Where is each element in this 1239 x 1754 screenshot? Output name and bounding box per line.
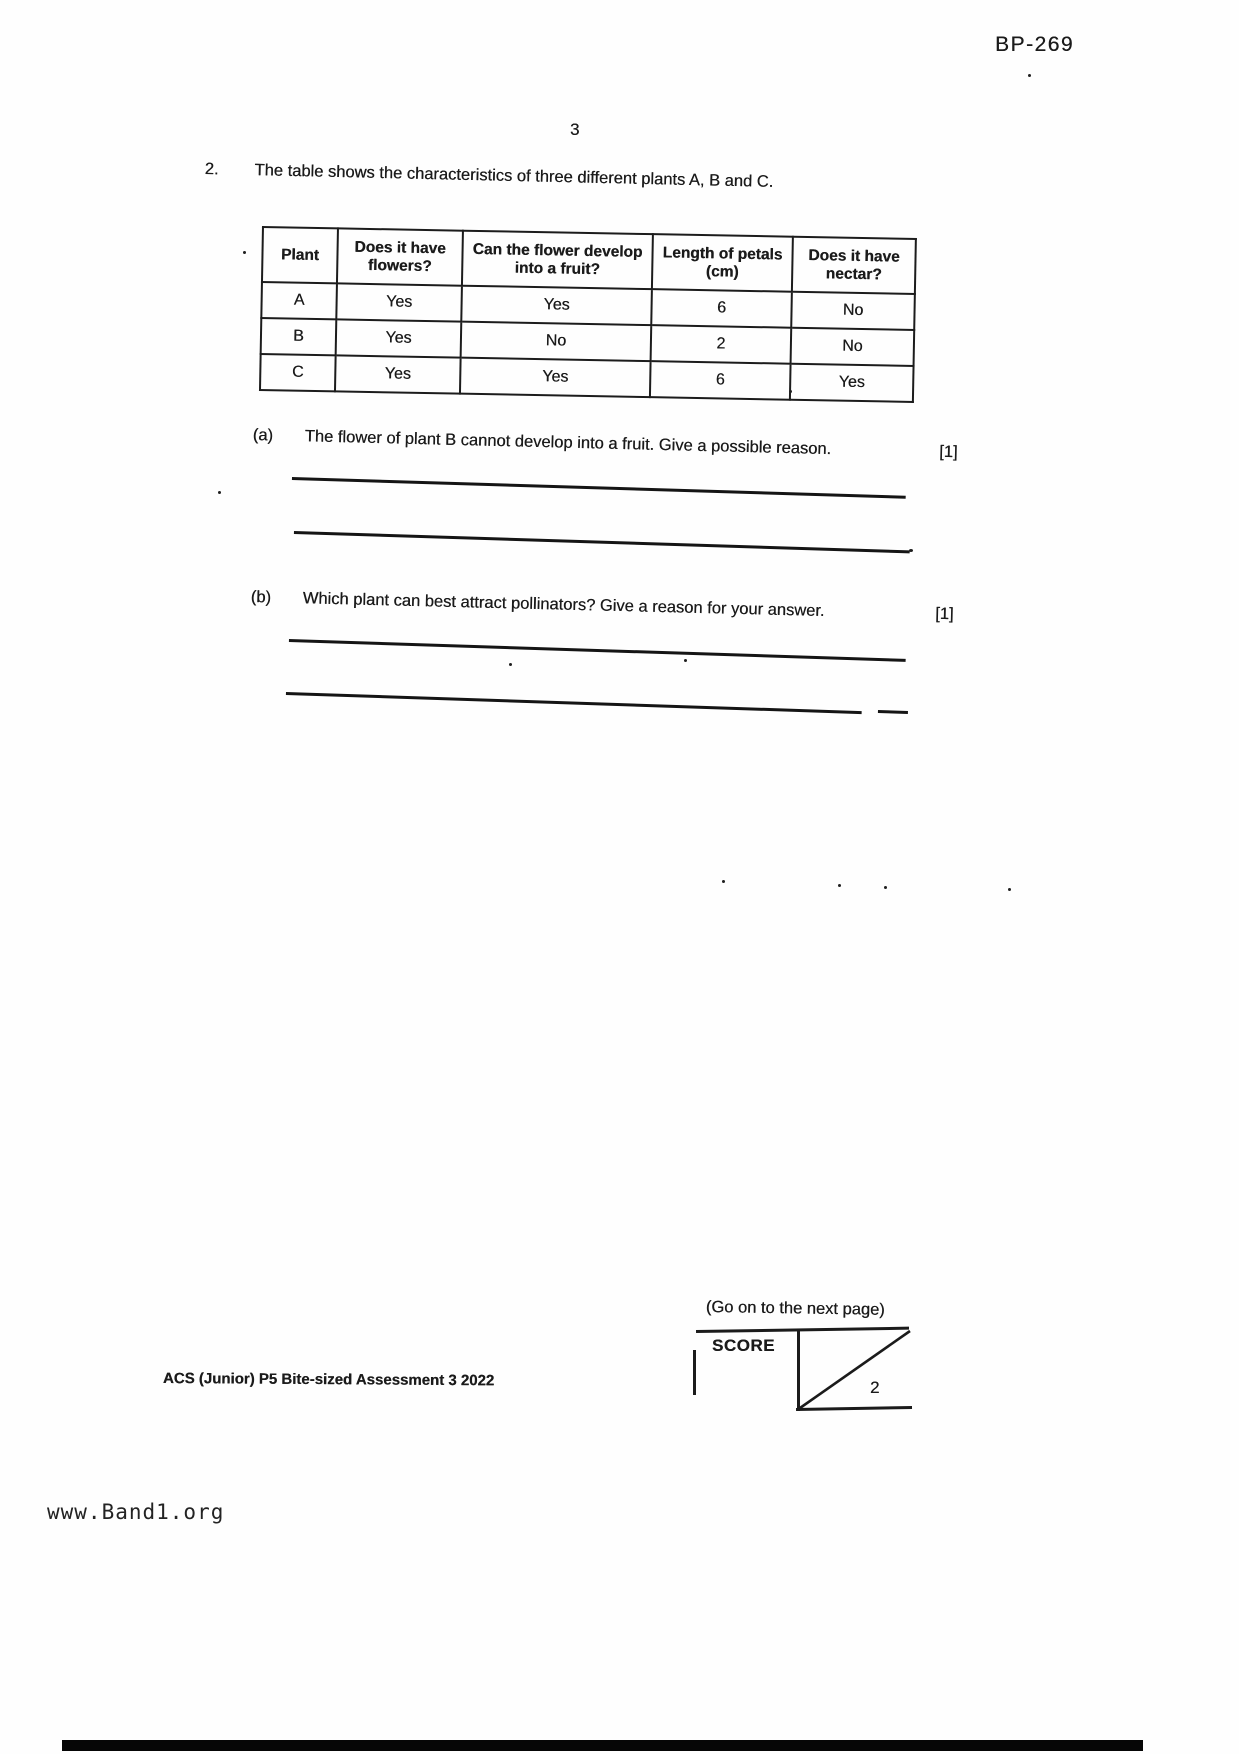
question-number: 2. (204, 160, 219, 179)
table-header-nectar: Does it have nectar? (792, 237, 916, 294)
table-cell: No (791, 328, 915, 366)
score-diagonal-line (797, 1329, 913, 1411)
score-box-left-border (693, 1350, 696, 1395)
scan-noise-dot (509, 663, 512, 666)
part-a-marks: [1] (938, 442, 958, 462)
table-cell: Yes (336, 319, 462, 357)
answer-line (294, 531, 910, 553)
scan-noise-dot (909, 549, 913, 552)
scan-noise-dot (789, 390, 792, 393)
table-cell: No (461, 322, 652, 361)
scan-noise-dot (1008, 888, 1011, 891)
scan-noise-dot (1028, 74, 1031, 77)
scan-noise-dot (722, 880, 725, 883)
part-b-label: (b) (250, 588, 272, 607)
table-header-flowers: Does it have flowers? (337, 228, 463, 285)
table-cell: Yes (460, 358, 651, 397)
part-b-row (251, 588, 954, 624)
table-cell: 6 (651, 289, 792, 328)
page-number: 3 (570, 120, 580, 139)
scan-noise-dot (243, 251, 246, 254)
part-a-label: (a) (252, 426, 274, 445)
table-cell: C (260, 354, 336, 391)
part-a-row (253, 426, 958, 462)
answer-line (878, 710, 908, 714)
score-label: SCORE (712, 1336, 775, 1355)
table-cell: Yes (790, 364, 914, 402)
part-b-text: Which plant can best attract pollinators? Give a reason for your answer. (302, 589, 825, 621)
scan-noise-dot (838, 884, 841, 887)
table-cell: No (791, 292, 915, 330)
scan-noise-dot (218, 491, 221, 494)
footer-assessment: ACS (Junior) P5 Bite-sized Assessment 3 2022 (162, 1370, 495, 1390)
question-row (205, 160, 965, 196)
plant-characteristics-table (259, 226, 917, 403)
website-watermark: www.Band1.org (47, 1500, 225, 1524)
table-cell: Yes (461, 286, 652, 325)
table-cell: B (261, 318, 337, 355)
table-header-plant: Plant (262, 227, 338, 283)
table-cell: A (261, 282, 337, 319)
answer-line (286, 692, 862, 714)
scan-noise-dot (684, 659, 687, 662)
question-text: The table shows the characteristics of three different plants A, B and C. (254, 161, 774, 191)
scan-noise-dot (884, 886, 887, 889)
answer-line (292, 477, 906, 499)
part-b-marks: [1] (934, 604, 954, 624)
score-value: 2 (870, 1378, 880, 1397)
doc-code: BP-269 (995, 33, 1075, 56)
table-cell: 6 (650, 361, 791, 400)
table-cell: Yes (336, 283, 462, 321)
answer-line (289, 639, 906, 662)
table-cell: 2 (651, 325, 792, 364)
table-header-fruit: Can the flower develop into a fruit? (462, 231, 653, 289)
table-header-petals: Length of petals (cm) (652, 234, 793, 292)
table-cell: Yes (335, 355, 461, 393)
part-a-text: The flower of plant B cannot develop into a fruit. Give a possible reason. (304, 427, 832, 459)
next-page-note: (Go on to the next page) (705, 1298, 885, 1319)
bottom-scan-bar (62, 1740, 1143, 1751)
